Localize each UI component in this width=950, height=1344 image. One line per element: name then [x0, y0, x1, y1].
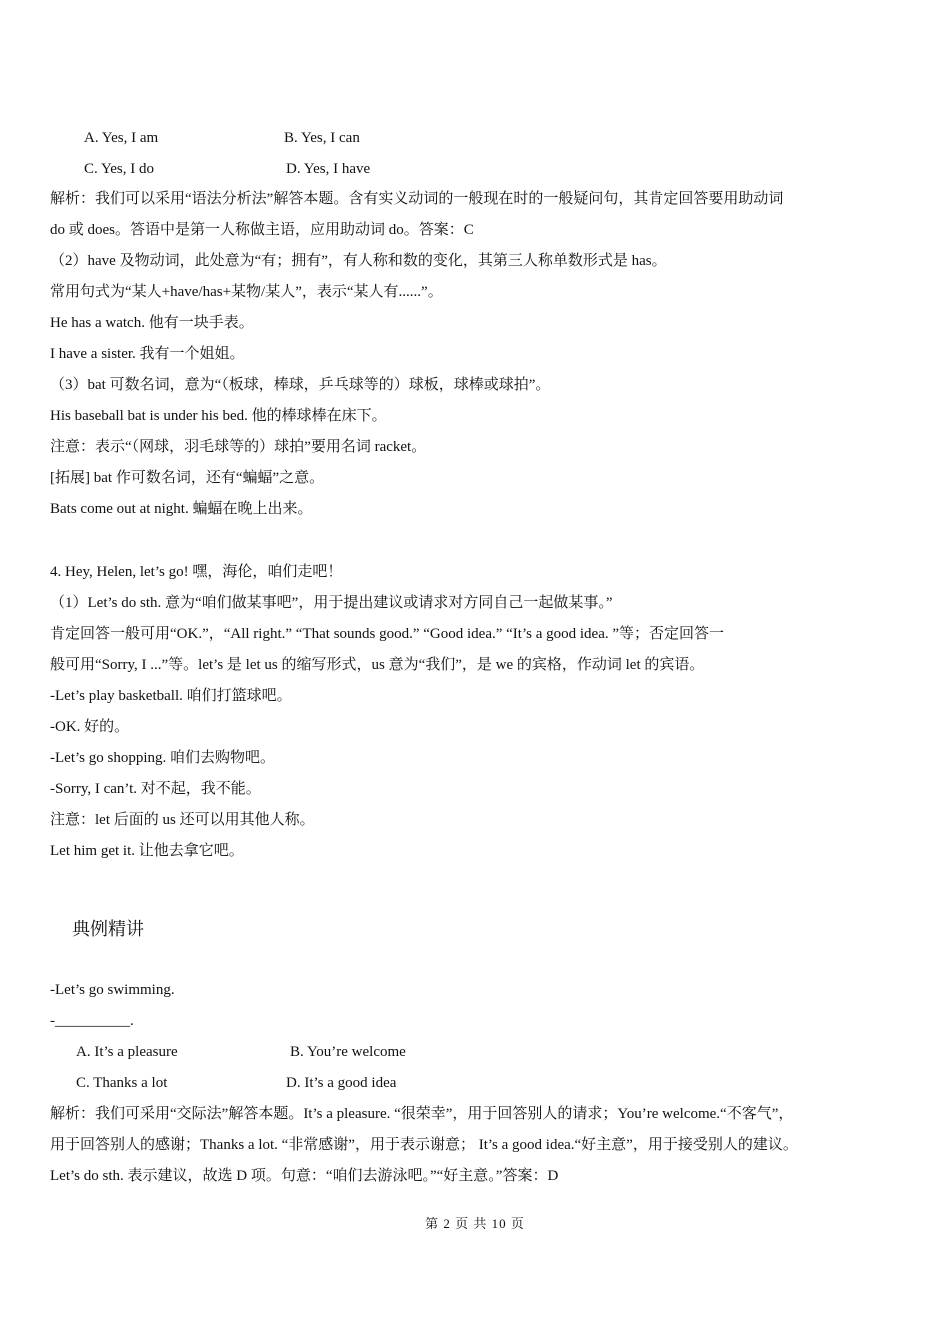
analysis-line-2: 用于回答别人的感谢；Thanks a lot. “非常感谢”，用于表示谢意； It’s a good idea.“好主意”，用于接受别人的建议。 [50, 1137, 798, 1153]
lets-explanation: （1）Let’s do sth. 意为“咱们做某事吧”，用于提出建议或请求对方同自己一起做某事。” [50, 595, 613, 611]
example-sentence: Let him get it. 让他去拿它吧。 [50, 843, 244, 859]
option-b: B. You’re welcome [290, 1044, 406, 1060]
option-c: C. Yes, I do [84, 161, 155, 177]
dialogue-line: -Sorry, I can’t. 对不起，我不能。 [50, 781, 261, 797]
example-sentence: Bats come out at night. 蝙蝠在晚上出来。 [50, 501, 313, 517]
lets-answers-line-1: 肯定回答一般可用“OK.”，“All right.” “That sounds good.” “Good idea.” “It’s a good idea. ”等；否定回答一 [50, 626, 725, 642]
option-a: A. It’s a pleasure [76, 1044, 178, 1060]
option-d: D. Yes, I have [286, 161, 371, 177]
analysis-line-1: 解析：我们可以采用“语法分析法”解答本题。含有实义动词的一般现在时的一般疑问句，其肯定回答要用助动词 [50, 191, 784, 207]
note-text: 注意：表示“（网球，羽毛球等的）球拍”要用名词 racket。 [50, 439, 427, 455]
option-d: D. It’s a good idea [286, 1075, 397, 1091]
page-number: 第 2 页 共 10 页 [425, 1216, 525, 1231]
note-text: 注意：let 后面的 us 还可以用其他人称。 [50, 812, 315, 828]
example-question: -Let’s go swimming. [50, 982, 175, 998]
option-a: A. Yes, I am [84, 130, 159, 146]
lets-answers-line-2: 般可用“Sorry, I ...”等。let’s 是 let us 的缩写形式，us 意为“我们”，是 we 的宾格，作动词 let 的宾语。 [50, 657, 705, 673]
dialogue-line: -Let’s play basketball. 咱们打篮球吧。 [50, 688, 292, 704]
example-sentence: He has a watch. 他有一块手表。 [50, 315, 254, 331]
section-4-title: 4. Hey, Helen, let’s go! 嘿，海伦，咱们走吧！ [50, 564, 343, 580]
answer-blank: -__________. [50, 1013, 134, 1029]
extension-text: [拓展] bat 作可数名词，还有“蝙蝠”之意。 [50, 470, 325, 486]
section-heading: 典例精讲 [72, 919, 144, 939]
example-sentence: I have a sister. 我有一个姐姐。 [50, 346, 245, 362]
bat-explanation: （3）bat 可数名词，意为“（板球，棒球，乒乓球等的）球板，球棒或球拍”。 [50, 377, 551, 393]
option-b: B. Yes, I can [284, 130, 360, 146]
analysis-line-3: Let’s do sth. 表示建议，故选 D 项。句意：“咱们去游泳吧。”“好主意。”答案：D [50, 1168, 559, 1184]
dialogue-line: -OK. 好的。 [50, 719, 130, 735]
example-sentence: His baseball bat is under his bed. 他的棒球棒在床下。 [50, 408, 387, 424]
option-c: C. Thanks a lot [76, 1075, 168, 1091]
analysis-line-1: 解析：我们可采用“交际法”解答本题。It’s a pleasure. “很荣幸”，用于回答别人的请求；You’re welcome.“不客气”， [50, 1106, 794, 1122]
have-pattern: 常用句式为“某人+have/has+某物/某人”，表示“某人有......”。 [50, 284, 443, 300]
dialogue-line: -Let’s go shopping. 咱们去购物吧。 [50, 750, 275, 766]
have-explanation: （2）have 及物动词，此处意为“有；拥有”，有人称和数的变化，其第三人称单数形式是 has。 [50, 253, 667, 269]
analysis-line-2: do 或 does。答语中是第一人称做主语，应用助动词 do。答案：C [50, 222, 474, 238]
